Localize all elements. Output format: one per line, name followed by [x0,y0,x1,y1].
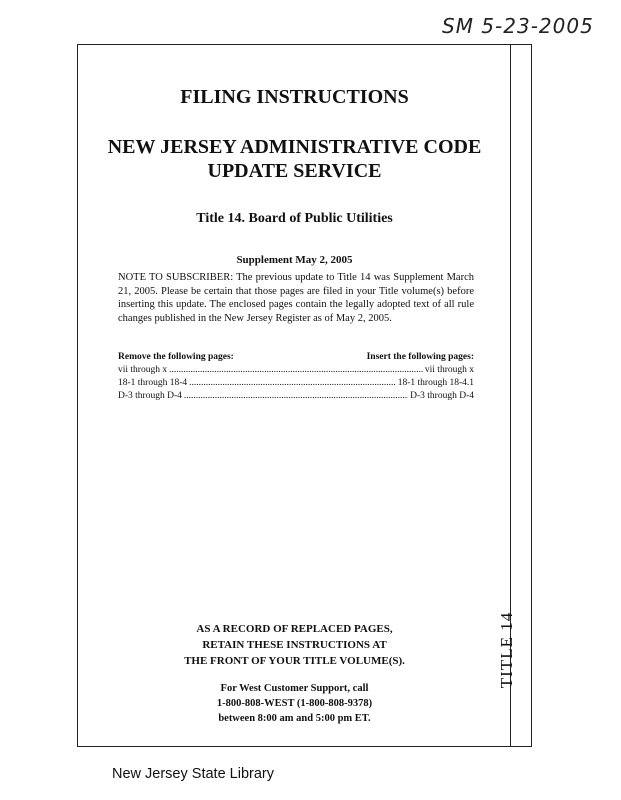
dot-leader [189,377,396,390]
insert-range: vii through x [424,365,474,375]
remove-range: vii through x [118,365,168,375]
support-phone: 1-800-808-WEST (1-800-808-9378) [216,698,373,709]
library-footer: New Jersey State Library [112,766,274,782]
support-hours: between 8:00 am and 5:00 pm ET. [218,713,371,724]
code-heading-line2: UPDATE SERVICE [207,160,382,182]
record-line: AS A RECORD OF REPLACED PAGES, [196,623,393,635]
remove-range: 18-1 through 18-4 [118,378,188,388]
table-row [118,364,474,377]
insert-range: D-3 through D-4 [410,391,474,401]
title-heading: Title 14. Board of Public Utilities [196,211,393,226]
dot-leader [169,364,423,377]
spine-label: TITLE 14 [497,611,516,689]
dot-leader [184,390,408,403]
subscriber-note: NOTE TO SUBSCRIBER: The previous update to Title 14 was Supplement March 21, 2005. Please be certain that those pages are filed in your Title volume(s) before inserting this update. The enclosed pages contain the legally adopted text of all rule changes published in the New Jersey Register as of May 2, 2005. [118,272,474,324]
handwritten-date-stamp: SM 5-23-2005 [442,14,594,38]
page-replacement-table [118,351,474,403]
filing-instructions-heading: FILING INSTRUCTIONS [180,86,409,108]
record-notice [82,621,507,669]
table-row [118,377,474,390]
insert-range: 18-1 through 18-4.1 [397,378,474,388]
remove-range: D-3 through D-4 [118,391,182,401]
code-heading-line1: NEW JERSEY ADMINISTRATIVE CODE [107,136,482,158]
remove-pages-header: Remove the following pages: [118,352,234,362]
record-line: THE FRONT OF YOUR TITLE VOLUME(S). [184,655,405,667]
customer-support-notice [82,681,507,726]
page-table-header [118,351,474,363]
insert-pages-header: Insert the following pages: [366,352,474,362]
record-line: RETAIN THESE INSTRUCTIONS AT [202,639,387,651]
table-row [118,390,474,403]
code-heading [82,135,507,183]
support-line: For West Customer Support, call [220,683,369,694]
supplement-date: Supplement May 2, 2005 [236,254,353,266]
